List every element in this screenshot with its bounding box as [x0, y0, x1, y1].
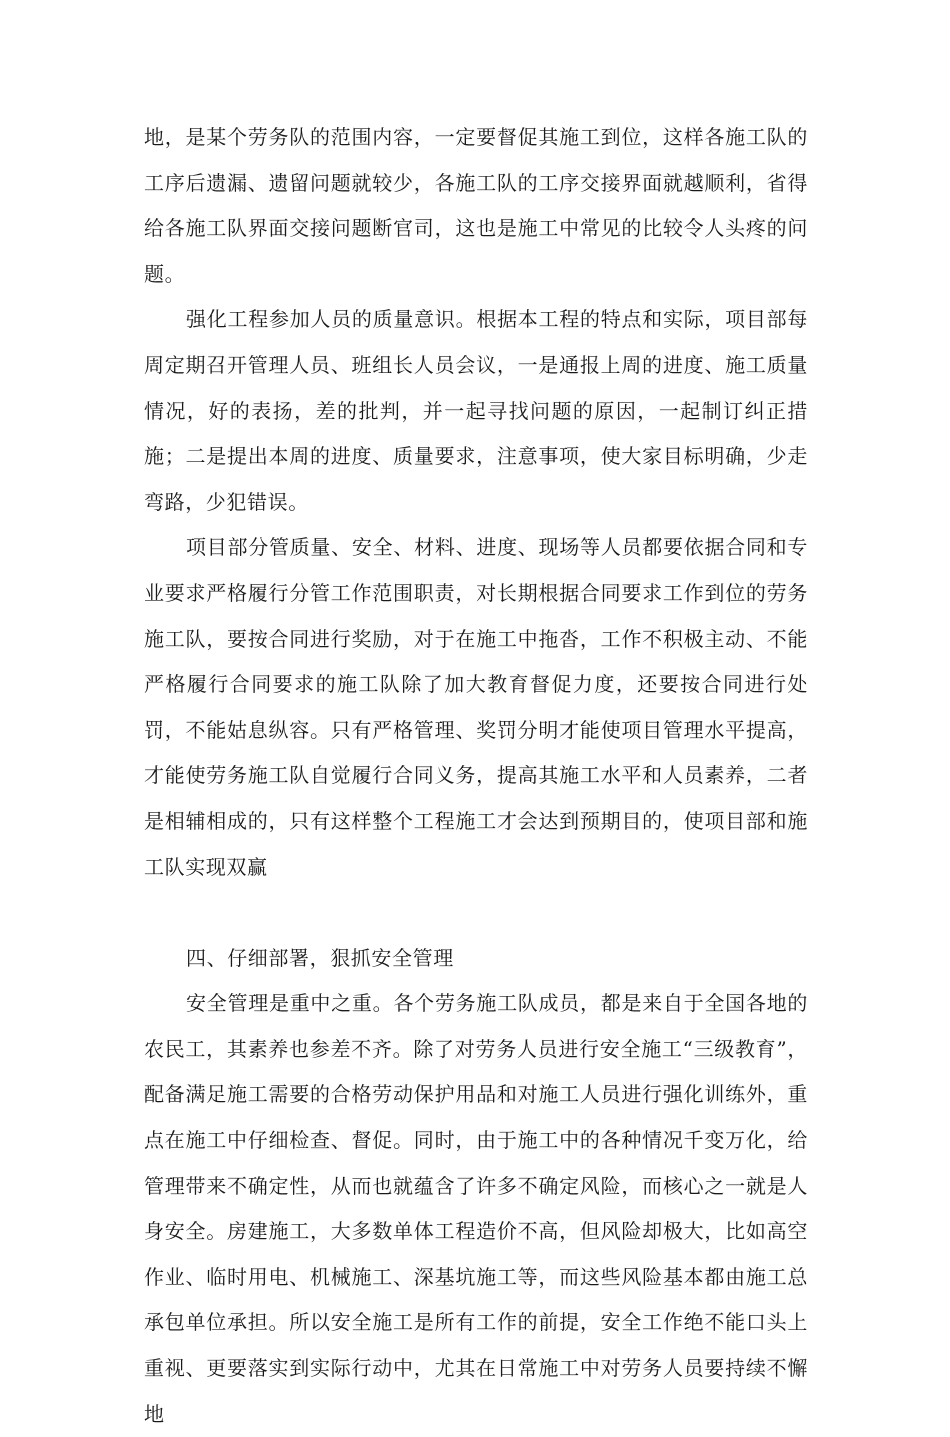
section-heading: 四、仔细部署，狠抓安全管理 — [186, 945, 454, 970]
document-body — [144, 115, 808, 1437]
paragraph-3: 项目部分管质量、安全、材料、进度、现场等人员都要依据合同和专业要求严格履行分管工作范围职责，对长期根据合同要求工作到位的劳务施工队，要按合同进行奖励，对于在施工中拖沓，工作不积极主动、不能严格履行合同要求的施工队除了加大教育督促力度，还要按合同进行处罚，不能姑息纵容。只有严格管理、奖罚分明才能使项目管理水平提高，才能使劳务施工队自觉履行合同义务，提高其施工水平和人员素养，二者是相辅相成的，只有这样整个工程施工才会达到预期目的，使项目部和施工队实现双赢 — [144, 535, 808, 879]
paragraph-gap — [144, 890, 808, 936]
paragraph-2: 强化工程参加人员的质量意识。根据本工程的特点和实际，项目部每周定期召开管理人员、班组长人员会议，一是通报上周的进度、施工质量情况，好的表扬，差的批判，并一起寻找问题的原因，一起制订纠正措施；二是提出本周的进度、质量要求，注意事项，使大家目标明确，少走弯路，少犯错误。 — [144, 307, 808, 514]
section-paragraph: 安全管理是重中之重。各个劳务施工队成员，都是来自于全国各地的农民工，其素养也参差不齐。除了对劳务人员进行安全施工“三级教育”，配备满足施工需要的合格劳动保护用品和对施工人员进行强化训练外，重点在施工中仔细检查、督促。同时，由于施工中的各种情况千变万化，给管理带来不确定性，从而也就蕴含了许多不确定风险，而核心之一就是人身安全。房建施工，大多数单体工程造价不高，但风险却极大，比如高空作业、临时用电、机械施工、深基坑施工等，而这些风险基本都由施工总承包单位承担。所以安全施工是所有工作的前提，安全工作绝不能口头上重视、更要落实到实际行动中，尤其在日常施工中对劳务人员要持续不懈地 — [144, 991, 808, 1426]
paragraph-1: 地，是某个劳务队的范围内容，一定要督促其施工到位，这样各施工队的工序后遗漏、遗留问题就较少，各施工队的工序交接界面就越顺利，省得给各施工队界面交接问题断官司，这也是施工中常见的比较令人头疼的问题。 — [144, 125, 808, 286]
